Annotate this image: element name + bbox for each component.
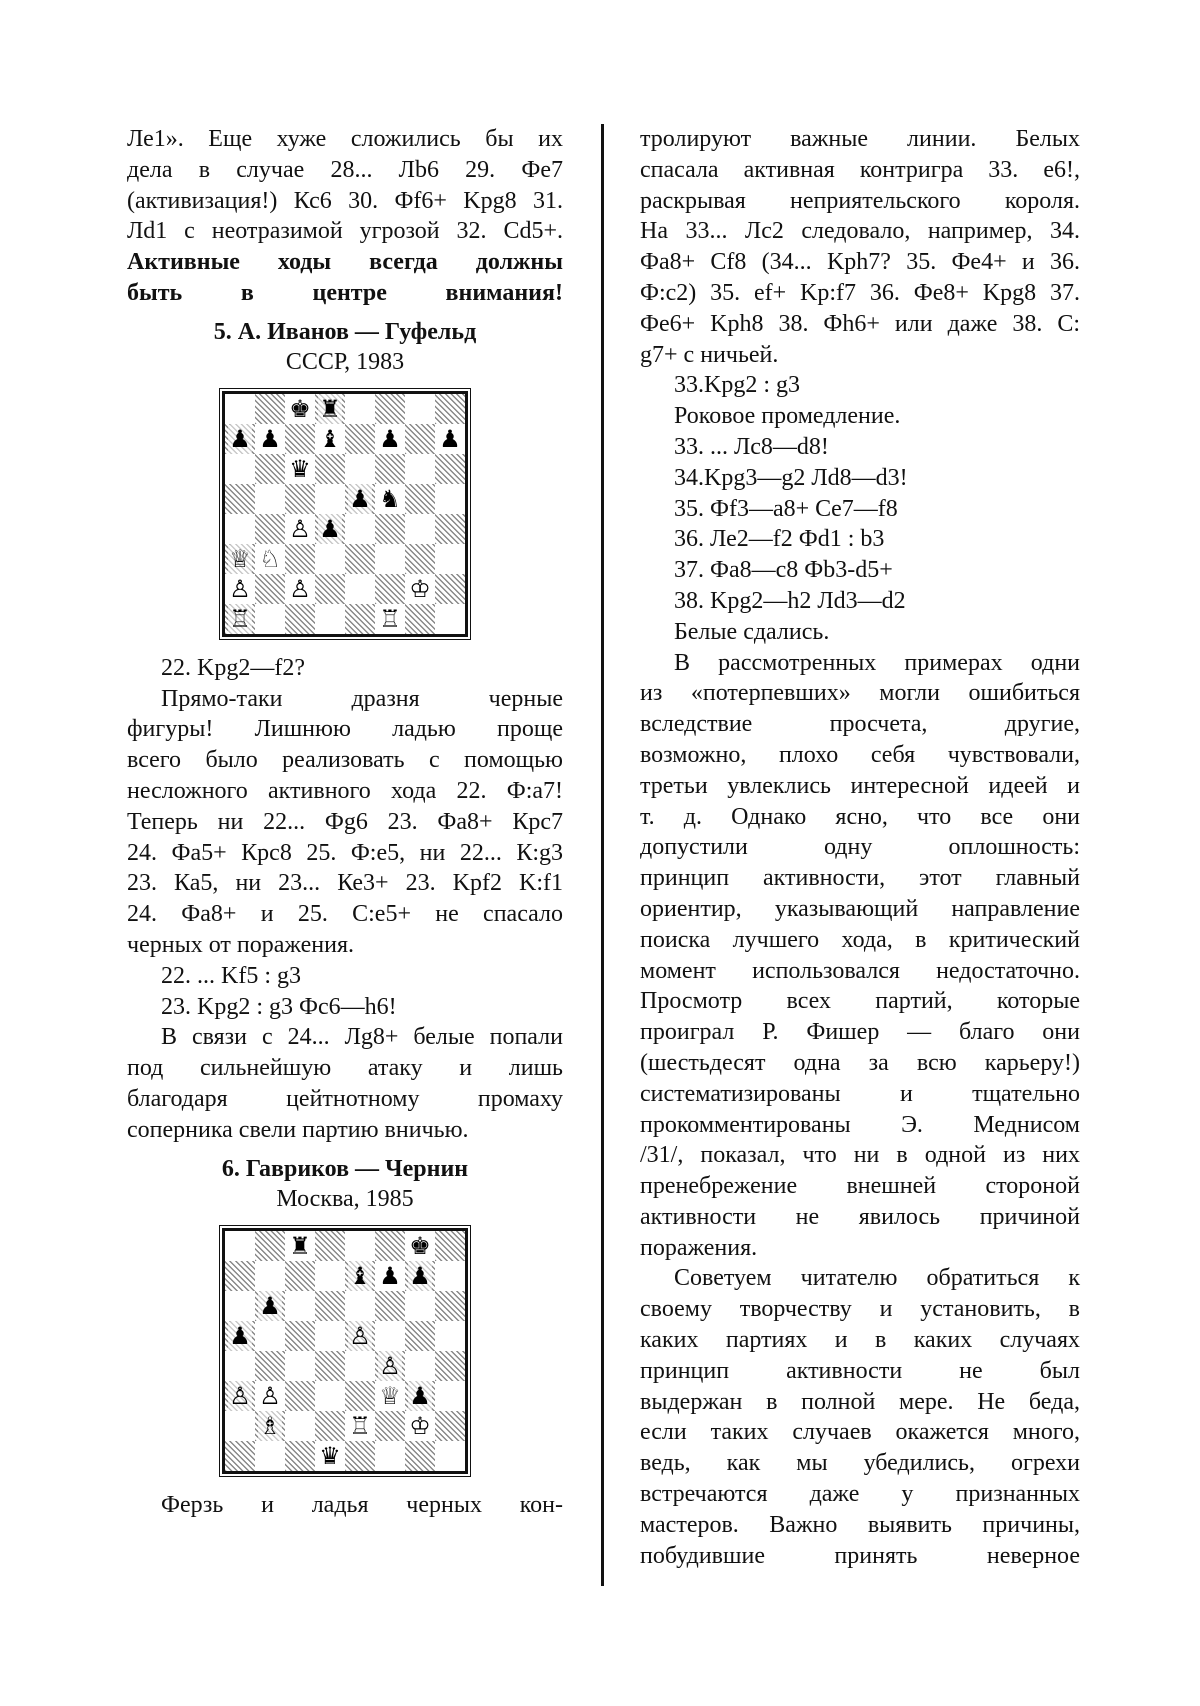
board-square bbox=[285, 574, 315, 604]
board-square bbox=[435, 1411, 465, 1441]
board-square bbox=[375, 1441, 405, 1471]
board-square bbox=[225, 1231, 255, 1261]
board-square bbox=[315, 484, 345, 514]
board-square bbox=[315, 574, 345, 604]
board-square bbox=[225, 1261, 255, 1291]
board-square bbox=[345, 484, 375, 514]
board-square bbox=[225, 1291, 255, 1321]
board-square bbox=[255, 1231, 285, 1261]
board-square bbox=[375, 1381, 405, 1411]
chess-piece-icon: ♟ bbox=[229, 424, 251, 453]
paragraph-line: фигуры! Лишнюю ладью проще bbox=[127, 716, 563, 743]
paragraph-line: Ферзь и ладья черных кон- bbox=[161, 1491, 563, 1518]
game-title: 6. Гавриков — Чернин bbox=[221, 1155, 469, 1182]
board-square bbox=[405, 514, 435, 544]
board-square bbox=[285, 1441, 315, 1471]
board-square bbox=[255, 454, 285, 484]
board-square bbox=[345, 1261, 375, 1291]
board-square bbox=[405, 574, 435, 604]
board-square bbox=[345, 1441, 375, 1471]
chess-piece-icon: ♞ bbox=[379, 484, 401, 513]
move-line: 22. ... Kf5 : g3 bbox=[161, 962, 301, 989]
board-square bbox=[345, 1291, 375, 1321]
paragraph-line: из «потерпевших» могли ошибиться bbox=[640, 680, 1080, 707]
paragraph-line: принцип активности не был bbox=[640, 1357, 1080, 1384]
paragraph-line: мастеров. Важно выявить причины, bbox=[640, 1511, 1080, 1538]
board-square bbox=[375, 1351, 405, 1381]
board-square bbox=[255, 1321, 285, 1351]
chess-piece-icon: ♟ bbox=[379, 1261, 401, 1290]
paragraph-line: Прямо-таки дразня черные bbox=[161, 685, 563, 712]
chess-piece-icon: ♙ bbox=[379, 1351, 401, 1380]
board-square bbox=[435, 1441, 465, 1471]
chess-piece-icon: ♟ bbox=[439, 424, 461, 453]
chess-piece-icon: ♝ bbox=[349, 1261, 371, 1290]
board-square bbox=[375, 574, 405, 604]
chess-piece-icon: ♖ bbox=[349, 1411, 371, 1440]
game-place: Москва, 1985 bbox=[276, 1185, 414, 1212]
board-square bbox=[405, 1231, 435, 1261]
board-square bbox=[285, 424, 315, 454]
move-line: 38. Kpg2—h2 Лd3—d2 bbox=[674, 587, 906, 614]
paragraph-line: принцип активности, этот главный bbox=[640, 865, 1080, 892]
game-place: СССР, 1983 bbox=[285, 348, 405, 375]
board-square bbox=[345, 1231, 375, 1261]
chess-piece-icon: ♕ bbox=[229, 544, 251, 573]
chess-piece-icon: ♟ bbox=[259, 424, 281, 453]
paragraph-line: прокомментированы Э. Меднисом bbox=[640, 1111, 1080, 1138]
board-square bbox=[285, 1411, 315, 1441]
paragraph-line: активности не явилось причиной bbox=[640, 1203, 1080, 1230]
paragraph-line: 24. Фа5+ Крс8 25. Ф:е5, ни 22... К:g3 bbox=[127, 839, 563, 866]
paragraph-line: возможно, плохо себя чувствовали, bbox=[640, 741, 1080, 768]
board-square bbox=[435, 484, 465, 514]
board-square bbox=[255, 1441, 285, 1471]
chess-diagram-game6-wrap bbox=[127, 1228, 563, 1474]
move-line: Белые сдались. bbox=[674, 618, 830, 645]
chess-piece-icon: ♙ bbox=[289, 514, 311, 543]
chess-piece-icon: ♟ bbox=[259, 1291, 281, 1320]
paragraph-line: Советуем читателю обратиться к bbox=[674, 1265, 1080, 1292]
board-square bbox=[375, 1261, 405, 1291]
paragraph-line: Лd1 с неотразимой угрозой 32. Cd5+. bbox=[127, 218, 563, 245]
board-square bbox=[285, 1351, 315, 1381]
board-square bbox=[435, 1291, 465, 1321]
board-square bbox=[345, 514, 375, 544]
paragraph-line: несложного активного хода 22. Ф:а7! bbox=[127, 777, 563, 804]
board-square bbox=[405, 1321, 435, 1351]
board-square bbox=[345, 1321, 375, 1351]
chess-piece-icon: ♚ bbox=[409, 1231, 431, 1260]
chess-piece-icon: ♜ bbox=[319, 394, 341, 423]
paragraph-line: 23. Ка5, ни 23... Ке3+ 23. Kpf2 K:f1 bbox=[127, 870, 563, 897]
board-square bbox=[315, 1381, 345, 1411]
board-square bbox=[225, 394, 255, 424]
board-square bbox=[255, 514, 285, 544]
paragraph-line: (шестьдесят одна за всю карьеру!) bbox=[640, 1049, 1080, 1076]
paragraph-line: своему творчеству и установить, в bbox=[640, 1296, 1080, 1323]
left-column bbox=[127, 124, 563, 1520]
move-line: 34.Kpg3—g2 Лd8—d3! bbox=[674, 464, 908, 491]
paragraph-line: g7+ с ничьей. bbox=[640, 341, 779, 368]
chess-piece-icon: ♙ bbox=[259, 1381, 281, 1410]
board-square bbox=[375, 1231, 405, 1261]
board-square bbox=[255, 1381, 285, 1411]
board-square bbox=[315, 1261, 345, 1291]
paragraph-line: встречаются даже у признанных bbox=[640, 1481, 1080, 1508]
paragraph-line: если таких случаев окажется много, bbox=[640, 1419, 1080, 1446]
board-square bbox=[405, 1261, 435, 1291]
chess-piece-icon: ♚ bbox=[289, 394, 311, 423]
paragraph-line: пренебрежение внешней стороной bbox=[640, 1173, 1080, 1200]
board-square bbox=[345, 1381, 375, 1411]
board-square bbox=[405, 1291, 435, 1321]
chess-piece-icon: ♔ bbox=[409, 1411, 431, 1440]
chess-diagram-game5 bbox=[222, 391, 468, 637]
chess-piece-icon: ♟ bbox=[319, 514, 341, 543]
board-square bbox=[255, 574, 285, 604]
board-square bbox=[285, 1381, 315, 1411]
board-square bbox=[315, 424, 345, 454]
board-square bbox=[375, 424, 405, 454]
board-square bbox=[255, 1291, 285, 1321]
board-square bbox=[255, 1261, 285, 1291]
board-square bbox=[315, 604, 345, 634]
board-square bbox=[255, 1351, 285, 1381]
chess-piece-icon: ♜ bbox=[289, 1231, 311, 1260]
column-divider bbox=[601, 124, 604, 1586]
board-square bbox=[225, 484, 255, 514]
board-square bbox=[435, 514, 465, 544]
paragraph-line: поиска лучшего хода, в критический bbox=[640, 926, 1080, 953]
board-square bbox=[405, 394, 435, 424]
board-square bbox=[435, 394, 465, 424]
board-square bbox=[405, 454, 435, 484]
board-square bbox=[285, 1261, 315, 1291]
paragraph-line: раскрывая неприятельского короля. bbox=[640, 187, 1080, 214]
paragraph-line: поражения. bbox=[640, 1234, 758, 1261]
board-square bbox=[255, 544, 285, 574]
board-square bbox=[225, 1381, 255, 1411]
board-square bbox=[255, 604, 285, 634]
board-square bbox=[435, 1351, 465, 1381]
board-square bbox=[375, 604, 405, 634]
board-square bbox=[405, 424, 435, 454]
move-line: 35. Фf3—a8+ Ce7—f8 bbox=[674, 495, 898, 522]
board-square bbox=[285, 454, 315, 484]
paragraph-line: проиграл Р. Фишер — благо они bbox=[640, 1019, 1080, 1046]
paragraph-line: благодаря цейтнотному промаху bbox=[127, 1085, 563, 1112]
paragraph-line: Фа8+ Cf8 (34... Kph7? 35. Фе4+ и 36. bbox=[640, 249, 1080, 276]
board-square bbox=[225, 514, 255, 544]
board-square bbox=[405, 1351, 435, 1381]
paragraph-line: Фе6+ Kph8 38. Фh6+ или даже 38. С: bbox=[640, 310, 1080, 337]
board-square bbox=[225, 1441, 255, 1471]
paragraph-line: 24. Фа8+ и 25. С:е5+ не спасало bbox=[127, 901, 563, 928]
board-square bbox=[285, 1231, 315, 1261]
chess-piece-icon: ♟ bbox=[349, 484, 371, 513]
board-square bbox=[285, 394, 315, 424]
board-square bbox=[315, 1411, 345, 1441]
chess-piece-icon: ♟ bbox=[409, 1261, 431, 1290]
board-square bbox=[435, 424, 465, 454]
move-line: 23. Kpg2 : g3 Фс6—h6! bbox=[161, 993, 397, 1020]
board-square bbox=[435, 1261, 465, 1291]
board-square bbox=[255, 484, 285, 514]
board-square bbox=[315, 1441, 345, 1471]
board-square bbox=[225, 424, 255, 454]
paragraph-line: Ф:с2) 35. ef+ Kp:f7 36. Фе8+ Kpg8 37. bbox=[640, 279, 1080, 306]
board-square bbox=[315, 1291, 345, 1321]
chess-piece-icon: ♗ bbox=[259, 1411, 281, 1440]
board-square bbox=[375, 514, 405, 544]
chess-diagram-game5-wrap bbox=[127, 391, 563, 637]
board-square bbox=[315, 514, 345, 544]
chess-piece-icon: ♙ bbox=[229, 574, 251, 603]
board-square bbox=[345, 454, 375, 484]
board-square bbox=[315, 1351, 345, 1381]
board-square bbox=[225, 1411, 255, 1441]
chess-piece-icon: ♝ bbox=[319, 424, 341, 453]
board-square bbox=[435, 1231, 465, 1261]
board-square bbox=[285, 604, 315, 634]
move-line: 37. Фа8—с8 Фb3-d5+ bbox=[674, 557, 893, 584]
board-square bbox=[345, 574, 375, 604]
board-square bbox=[435, 604, 465, 634]
board-square bbox=[225, 454, 255, 484]
paragraph-line: спасала активная контригра 33. е6!, bbox=[640, 156, 1080, 183]
board-square bbox=[345, 544, 375, 574]
board-square bbox=[315, 1231, 345, 1261]
paragraph-line: черных от поражения. bbox=[127, 931, 355, 958]
board-square bbox=[405, 1381, 435, 1411]
board-square bbox=[225, 544, 255, 574]
paragraph-line: Теперь ни 22... Фg6 23. Фа8+ Крс7 bbox=[127, 808, 563, 835]
paragraph-line: вследствие просчета, другие, bbox=[640, 711, 1080, 738]
chess-piece-icon: ♖ bbox=[229, 604, 251, 633]
chess-diagram-game6 bbox=[222, 1228, 468, 1474]
bold-paragraph-line: Активные ходы всегда должны bbox=[127, 249, 563, 276]
paragraph-line: дела в случае 28... Лb6 29. Фе7 bbox=[127, 156, 563, 183]
board-square bbox=[225, 574, 255, 604]
chess-piece-icon: ♖ bbox=[379, 604, 401, 633]
board-square bbox=[315, 544, 345, 574]
move-line: 36. Ле2—f2 Фd1 : b3 bbox=[674, 526, 885, 553]
board-square bbox=[315, 454, 345, 484]
board-square bbox=[405, 544, 435, 574]
board-square bbox=[435, 1381, 465, 1411]
paragraph-line: каких партиях и в каких случаях bbox=[640, 1327, 1080, 1354]
paragraph-line: /31/, показал, что ни в одной из них bbox=[640, 1142, 1080, 1169]
board-square bbox=[375, 454, 405, 484]
chess-piece-icon: ♔ bbox=[409, 574, 431, 603]
chess-piece-icon: ♙ bbox=[289, 574, 311, 603]
paragraph-line: побудившие принять неверное bbox=[640, 1542, 1080, 1569]
paragraph-line: На 33... Лс2 следовало, например, 34. bbox=[640, 218, 1080, 245]
board-square bbox=[435, 574, 465, 604]
board-square bbox=[225, 1321, 255, 1351]
paragraph-line: Просмотр всех партий, которые bbox=[640, 988, 1080, 1015]
board-square bbox=[375, 544, 405, 574]
board-square bbox=[375, 1321, 405, 1351]
paragraph-line: выдержан в полной мере. Не беда, bbox=[640, 1388, 1080, 1415]
paragraph-line: систематизированы и тщательно bbox=[640, 1080, 1080, 1107]
board-square bbox=[345, 1411, 375, 1441]
paragraph-line: соперника свели партию вничью. bbox=[127, 1116, 469, 1143]
board-square bbox=[225, 604, 255, 634]
move-line: 33. ... Лс8—d8! bbox=[674, 433, 829, 460]
board-square bbox=[255, 1411, 285, 1441]
move-line: 22. Kpg2—f2? bbox=[161, 654, 305, 681]
paragraph-line: всего было реализовать с помощью bbox=[127, 747, 563, 774]
chess-piece-icon: ♟ bbox=[379, 424, 401, 453]
board-square bbox=[255, 424, 285, 454]
board-square bbox=[285, 1321, 315, 1351]
paragraph-line: В рассмотренных примерах одни bbox=[674, 649, 1080, 676]
chess-piece-icon: ♟ bbox=[409, 1381, 431, 1410]
game-title: 5. А. Иванов — Гуфельд bbox=[213, 318, 477, 345]
bold-paragraph-line: быть в центре внимания! bbox=[127, 279, 563, 306]
chess-piece-icon: ♘ bbox=[259, 544, 281, 573]
paragraph-line: (активизация!) Кс6 30. Фf6+ Kpg8 31. bbox=[127, 187, 563, 214]
paragraph-line: третьи увлеклись интересной идеей и bbox=[640, 772, 1080, 799]
right-column bbox=[640, 124, 1080, 1571]
board-square bbox=[375, 484, 405, 514]
board-square bbox=[345, 604, 375, 634]
board-square bbox=[345, 1351, 375, 1381]
board-square bbox=[405, 1441, 435, 1471]
board-square bbox=[375, 394, 405, 424]
chess-piece-icon: ♕ bbox=[379, 1381, 401, 1410]
paragraph-line: В связи с 24... Лg8+ белые попали bbox=[161, 1024, 563, 1051]
board-square bbox=[405, 1411, 435, 1441]
board-square bbox=[435, 454, 465, 484]
board-square bbox=[315, 1321, 345, 1351]
board-square bbox=[285, 484, 315, 514]
paragraph-line: ориентир, указывающий направление bbox=[640, 895, 1080, 922]
move-line: Роковое промедление. bbox=[674, 403, 901, 430]
paragraph-line: тролируют важные линии. Белых bbox=[640, 126, 1080, 152]
board-square bbox=[435, 1321, 465, 1351]
board-square bbox=[375, 1411, 405, 1441]
board-square bbox=[405, 604, 435, 634]
board-square bbox=[285, 1291, 315, 1321]
move-line: 33.Kpg2 : g3 bbox=[674, 372, 800, 399]
paragraph-line: допустили одну оплошность: bbox=[640, 834, 1080, 861]
board-square bbox=[345, 394, 375, 424]
board-square bbox=[255, 394, 285, 424]
paragraph-line: Ле1». Еще хуже сложились бы их bbox=[127, 126, 563, 152]
chess-piece-icon: ♟ bbox=[229, 1321, 251, 1350]
board-square bbox=[285, 544, 315, 574]
board-square bbox=[225, 1351, 255, 1381]
paragraph-line: под сильнейшую атаку и лишь bbox=[127, 1055, 563, 1082]
paragraph-line: т. д. Однако ясно, что все они bbox=[640, 803, 1080, 830]
board-square bbox=[405, 484, 435, 514]
paragraph-line: ведь, как мы убедились, огрехи bbox=[640, 1450, 1080, 1477]
paragraph-line: момент использовался недостаточно. bbox=[640, 957, 1080, 984]
board-square bbox=[315, 394, 345, 424]
chess-piece-icon: ♛ bbox=[319, 1441, 341, 1470]
board-square bbox=[285, 514, 315, 544]
chess-piece-icon: ♛ bbox=[289, 454, 311, 483]
chess-piece-icon: ♙ bbox=[349, 1321, 371, 1350]
board-square bbox=[435, 544, 465, 574]
board-square bbox=[375, 1291, 405, 1321]
board-square bbox=[345, 424, 375, 454]
chess-piece-icon: ♙ bbox=[229, 1381, 251, 1410]
